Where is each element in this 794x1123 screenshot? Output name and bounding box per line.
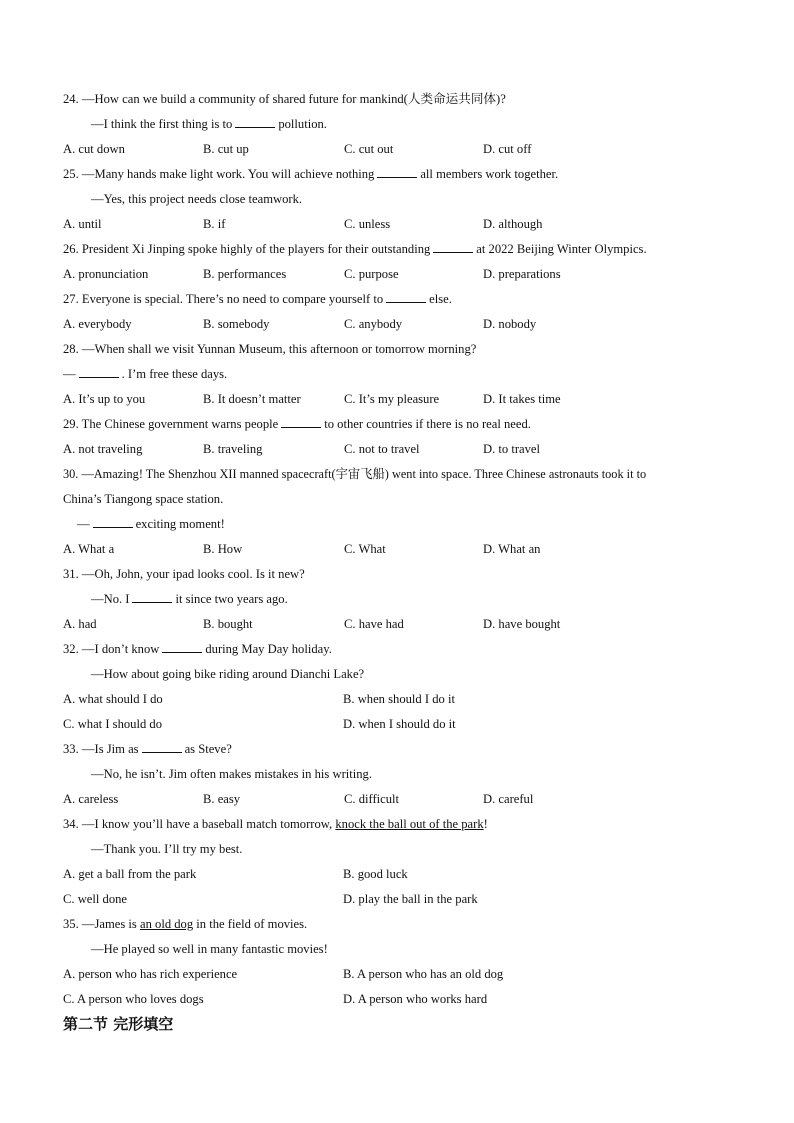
option-d: D. nobody <box>483 317 537 331</box>
option-d: D. to travel <box>483 442 541 456</box>
underlined-phrase: an old dog <box>139 917 194 931</box>
option-c: C. unless <box>344 217 391 231</box>
option-a: A. careless <box>63 792 119 806</box>
option-c: C. well done <box>63 892 128 906</box>
option-b: B. cut up <box>203 142 249 156</box>
question-32 <box>63 641 332 657</box>
option-c: C. anybody <box>344 317 403 331</box>
question-number: 24. <box>63 92 79 106</box>
question-33 <box>63 741 232 757</box>
question-32-reply: —How about going bike riding around Dianchi Lake? <box>91 667 365 681</box>
question-35-reply: —He played so well in many fantastic movies! <box>91 942 328 956</box>
option-c: C. not to travel <box>344 442 420 456</box>
question-text: all members work together. <box>420 167 559 181</box>
question-number: 32. <box>63 642 79 656</box>
question-text: at 2022 Beijing Winter Olympics. <box>476 242 647 256</box>
option-b: B. bought <box>203 617 253 631</box>
option-d: D. preparations <box>483 267 561 281</box>
option-a: A. What a <box>63 542 115 556</box>
option-c: C. what I should do <box>63 717 162 731</box>
option-b: B. performances <box>203 267 287 281</box>
question-number: 27. <box>63 292 79 306</box>
question-31 <box>63 566 305 582</box>
question-28 <box>63 341 476 357</box>
option-b: B. traveling <box>203 442 263 456</box>
question-text: to other countries if there is no real need. <box>324 417 531 431</box>
option-c: C. A person who loves dogs <box>63 992 204 1006</box>
option-d: D. have bought <box>483 617 561 631</box>
question-34-reply: —Thank you. I’ll try my best. <box>91 842 243 856</box>
reply-text: — <box>63 367 76 381</box>
question-text: in the field of movies. <box>193 917 308 931</box>
question-text: else. <box>429 292 452 306</box>
answer-blank <box>162 641 202 653</box>
answer-blank <box>281 416 321 428</box>
answer-blank <box>377 166 417 178</box>
question-text: —Oh, John, your ipad looks cool. Is it new? <box>81 567 305 581</box>
question-30-cont: China’s Tiangong space station. <box>63 492 224 506</box>
option-b: B. when should I do it <box>343 692 455 706</box>
option-a: A. person who has rich experience <box>63 967 238 981</box>
question-30-reply <box>77 516 225 532</box>
option-d: D. careful <box>483 792 534 806</box>
answer-blank <box>235 116 275 128</box>
question-text: during May Day holiday. <box>205 642 332 656</box>
reply-text: it since two years ago. <box>175 592 288 606</box>
option-c: C. It’s my pleasure <box>344 392 440 406</box>
question-text: Everyone is special. There’s no need to compare yourself to <box>81 292 384 306</box>
reply-text: — <box>77 517 90 531</box>
answer-blank <box>433 241 473 253</box>
question-text: —Many hands make light work. You will achieve nothing <box>81 167 375 181</box>
question-24 <box>63 91 506 107</box>
option-a: A. not traveling <box>63 442 143 456</box>
answer-blank <box>386 291 426 303</box>
question-number: 34. <box>63 817 79 831</box>
answer-blank <box>79 366 119 378</box>
option-c: C. purpose <box>344 267 399 281</box>
question-30 <box>63 466 646 482</box>
option-b: B. How <box>203 542 243 556</box>
option-a: A. pronunciation <box>63 267 149 281</box>
question-25 <box>63 166 558 182</box>
section-heading: 第二节 完形填空 <box>63 1015 174 1033</box>
question-text: —Is Jim as <box>81 742 139 756</box>
question-28-reply <box>63 366 227 382</box>
option-d: D. when I should do it <box>343 717 456 731</box>
option-c: C. difficult <box>344 792 400 806</box>
option-d: D. A person who works hard <box>343 992 488 1006</box>
option-d: D. play the ball in the park <box>343 892 478 906</box>
question-text: —I don’t know <box>81 642 160 656</box>
option-b: B. good luck <box>343 867 408 881</box>
question-number: 26. <box>63 242 79 256</box>
reply-text: —No. I <box>91 592 130 606</box>
question-29 <box>63 416 531 432</box>
option-d: D. It takes time <box>483 392 561 406</box>
question-35 <box>63 916 307 932</box>
option-a: A. what should I do <box>63 692 163 706</box>
question-number: 31. <box>63 567 79 581</box>
option-d: D. cut off <box>483 142 532 156</box>
option-b: B. easy <box>203 792 241 806</box>
option-b: B. if <box>203 217 226 231</box>
question-text: President Xi Jinping spoke highly of the players for their outstanding <box>81 242 431 256</box>
option-b: B. A person who has an old dog <box>343 967 504 981</box>
question-text: —Amazing! The Shenzhou XII manned spacecraft(宇宙飞船) went into space. Three Chinese astronauts took it to <box>81 467 647 481</box>
question-33-reply: —No, he isn’t. Jim often makes mistakes in his writing. <box>91 767 373 781</box>
question-31-reply <box>91 591 288 607</box>
option-a: A. It’s up to you <box>63 392 146 406</box>
answer-blank <box>142 741 182 753</box>
option-d: D. What an <box>483 542 541 556</box>
question-number: 35. <box>63 917 79 931</box>
question-text: —I know you’ll have a baseball match tomorrow, <box>81 817 336 831</box>
option-c: C. What <box>344 542 386 556</box>
question-27 <box>63 291 452 307</box>
option-a: A. everybody <box>63 317 132 331</box>
option-c: C. have had <box>344 617 404 631</box>
question-34 <box>63 816 488 832</box>
question-number: 25. <box>63 167 79 181</box>
option-a: A. had <box>63 617 97 631</box>
question-text: —When shall we visit Yunnan Museum, this afternoon or tomorrow morning? <box>81 342 477 356</box>
answer-blank <box>132 591 172 603</box>
question-text: The Chinese government warns people <box>81 417 279 431</box>
answer-blank <box>93 516 133 528</box>
option-b: B. It doesn’t matter <box>203 392 301 406</box>
reply-text: pollution. <box>278 117 327 131</box>
option-b: B. somebody <box>203 317 270 331</box>
option-a: A. cut down <box>63 142 125 156</box>
reply-text: . I’m free these days. <box>121 367 228 381</box>
question-text: —James is <box>81 917 140 931</box>
underlined-phrase: knock the ball out of the park <box>335 817 484 831</box>
question-25-reply: —Yes, this project needs close teamwork. <box>91 192 303 206</box>
question-26 <box>63 241 647 257</box>
question-number: 28. <box>63 342 79 356</box>
option-a: A. get a ball from the park <box>63 867 197 881</box>
question-number: 30. <box>63 467 79 481</box>
reply-text: —I think the first thing is to <box>91 117 233 131</box>
question-text: as Steve? <box>184 742 232 756</box>
option-d: D. although <box>483 217 543 231</box>
question-text: —How can we build a community of shared future for mankind(人类命运共同体)? <box>81 92 506 106</box>
reply-text: exciting moment! <box>135 517 225 531</box>
question-text: ! <box>483 817 488 831</box>
question-24-reply <box>91 116 327 132</box>
question-number: 29. <box>63 417 79 431</box>
option-c: C. cut out <box>344 142 394 156</box>
question-number: 33. <box>63 742 79 756</box>
option-a: A. until <box>63 217 102 231</box>
